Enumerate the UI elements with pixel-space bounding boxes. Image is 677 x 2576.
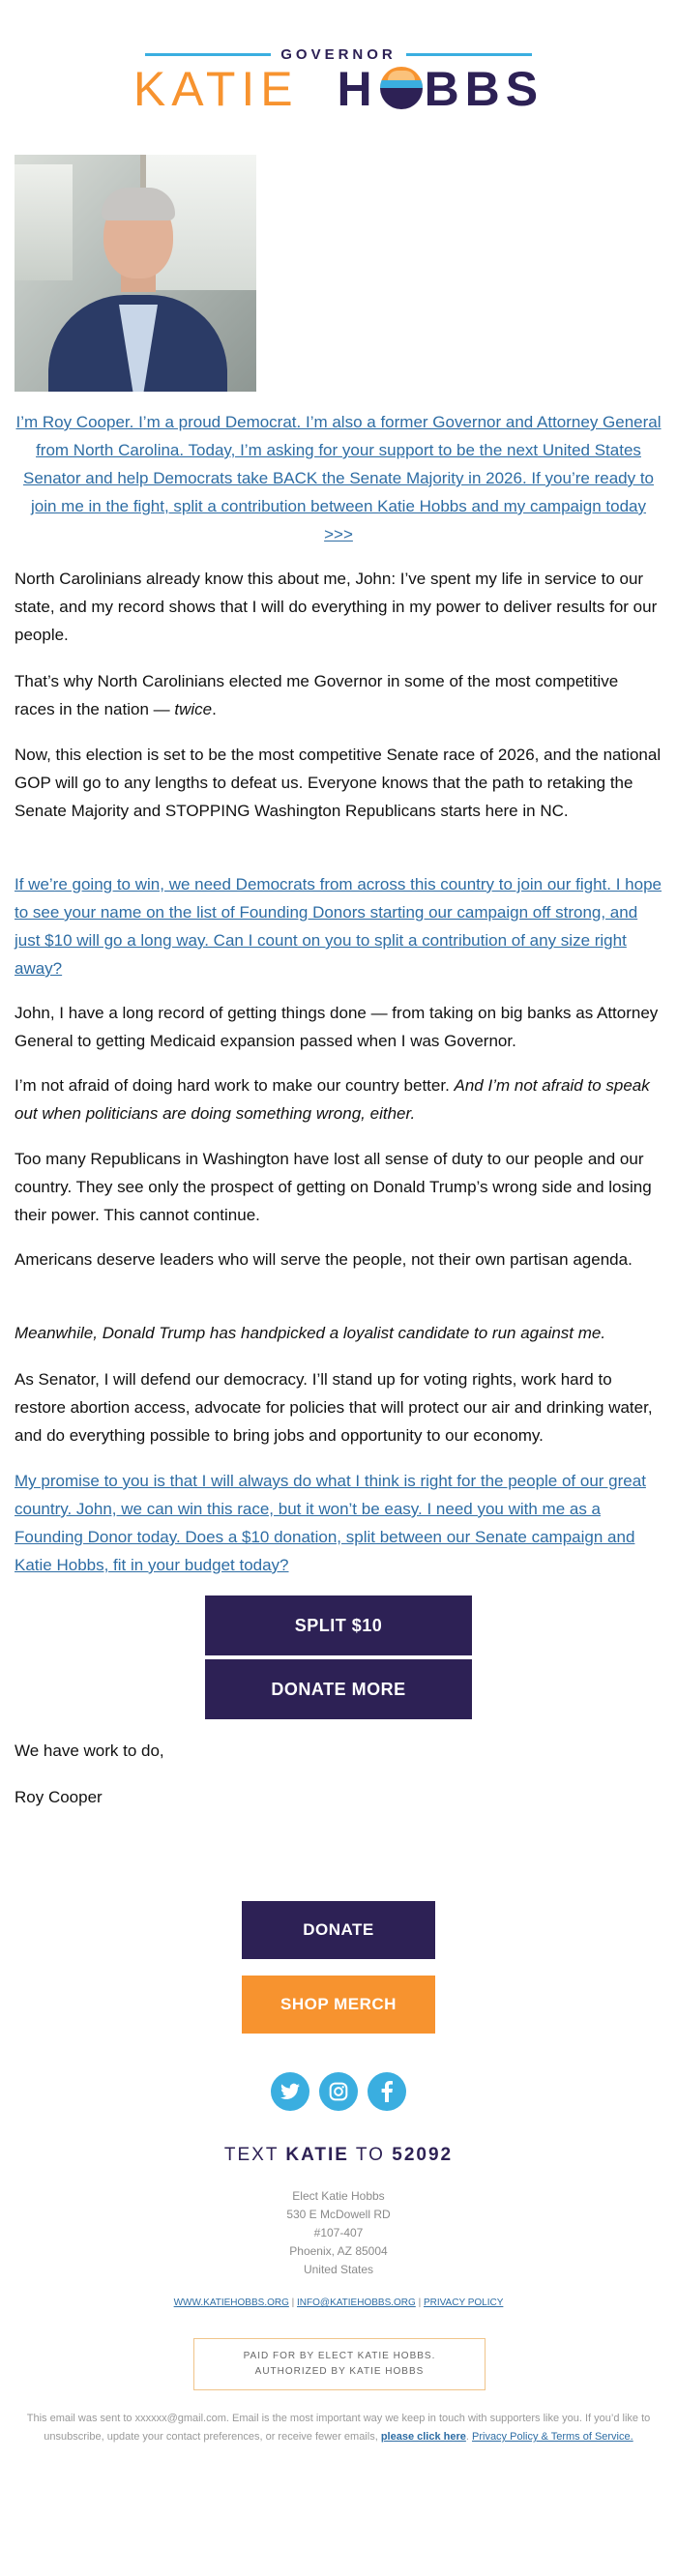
founding-donor-link[interactable]: My promise to you is that I will always do what I think is right for the people of our great country. John, we can win this race, but it won’t be easy. I need you with me as a Founding Donor today. Does a $10 donation, split between our Senate campaign and Katie Hobbs, fit in your budget today? (15, 1472, 646, 1574)
paragraph-8: Meanwhile, Donald Trump has handpicked a loyalist candidate to run against me. (15, 1324, 606, 1342)
sunset-icon (380, 67, 423, 109)
mailing-address: Elect Katie Hobbs 530 E McDowell RD #107-407 Phoenix, AZ 85004 United States (286, 2189, 391, 2276)
logo-governor-text: GOVERNOR (280, 45, 397, 63)
paragraph-9: As Senator, I will defend our democracy. I’ll stand up for voting rights, work hard to restore abortion access, advocate for policies that will protect our air and drinking water, and do everything possible to bring jobs and opportunity to our economy. (15, 1370, 653, 1445)
paragraph-5: I’m not afraid of doing hard work to make our country better. And I’m not afraid to speak out when politicians are doing something wrong, either. (15, 1076, 650, 1123)
facebook-icon[interactable] (368, 2072, 406, 2111)
privacy-policy-link[interactable]: PRIVACY POLICY (423, 2298, 504, 2308)
donate-more-button[interactable]: DONATE MORE (205, 1659, 472, 1719)
twitter-icon[interactable] (271, 2072, 309, 2111)
signature: Roy Cooper (15, 1788, 103, 1806)
privacy-terms-link[interactable]: Privacy Policy & Terms of Service. (472, 2431, 633, 2443)
closing-line: We have work to do, (15, 1742, 164, 1760)
twitter-bird-icon (280, 2083, 300, 2100)
unsubscribe-link[interactable]: please click here (380, 2431, 466, 2443)
logo-governor-row (145, 44, 532, 64)
split-10-button[interactable]: SPLIT $10 (205, 1595, 472, 1655)
logo-line-right (406, 53, 532, 56)
logo-last-name: H BBS (337, 62, 545, 116)
instagram-icon[interactable] (319, 2072, 358, 2111)
logo-name (0, 62, 677, 116)
intro-paragraph (15, 408, 662, 548)
instagram-camera-icon (329, 2082, 348, 2101)
donate-button[interactable]: DONATE (242, 1901, 435, 1959)
paragraph-6: Too many Republicans in Washington have lost all sense of duty to our people and our country. They see only the prospect of getting on Donald Trump’s wrong side and losing their power. This cannot continue. (15, 1150, 652, 1224)
social-links (0, 2072, 677, 2111)
facebook-f-icon (381, 2081, 393, 2102)
intro-link[interactable]: I’m Roy Cooper. I’m a proud Democrat. I’m also a former Governor and Attorney General from North Carolina. Today, I’m asking for your support to be the next United States Senator and help Democrats take BACK the Senate Majority in 2026. If you’re ready to join me in the fight, split a contribution between Katie Hobbs and my campaign today >>> (15, 413, 662, 543)
email-link[interactable]: INFO@KATIEHOBBS.ORG (297, 2298, 416, 2308)
website-link[interactable]: WWW.KATIEHOBBS.ORG (173, 2298, 289, 2308)
contribution-link[interactable]: If we’re going to win, we need Democrats from across this country to join our fight. I hope to see your name on the list of Founding Donors starting our campaign off strong, and just $10 will go a long way. Can I count on you to split a contribution of any size right away? (15, 875, 662, 978)
paragraph-1: North Carolinians already know this about me, John: I’ve spent my life in service to our state, and my record shows that I will do everything in my power to deliver results for our people. (15, 570, 658, 644)
katie-hobbs-logo[interactable] (0, 39, 677, 116)
logo-first-name: KATIE (132, 62, 299, 116)
text-to-shortcode: TEXT KATIE TO 52092 (223, 2145, 454, 2165)
paragraph-7: Americans deserve leaders who will serve the people, not their own partisan agenda. (15, 1250, 633, 1269)
logo-line-left (145, 53, 271, 56)
paragraph-2: That’s why North Carolinians elected me Governor in some of the most competitive races in the nation — twice. (15, 672, 619, 718)
paragraph-link-3 (15, 1467, 662, 1579)
paragraph-link-2 (15, 870, 662, 982)
paid-for-disclaimer: PAID FOR BY ELECT KATIE HOBBS. AUTHORIZED BY KATIE HOBBS (193, 2338, 486, 2390)
roy-cooper-photo (15, 155, 256, 392)
footer-links: WWW.KATIEHOBBS.ORG | INFO@KATIEHOBBS.ORG | PRIVACY POLICY (173, 2298, 504, 2308)
shop-merch-button[interactable]: SHOP MERCH (242, 1976, 435, 2034)
unsubscribe-disclaimer: This email was sent to xxxxxx@gmail.com. Email is the most important way we keep in touch with supporters like you. If you’d like to unsubscribe, update your contact preferences, or receive fewer emails, please click here. Privacy Policy & Terms of Service. (26, 2413, 651, 2443)
paragraph-4: John, I have a long record of getting things done — from taking on big banks as Attorney General to getting Medicaid expansion passed when I was Governor. (15, 1004, 659, 1050)
paragraph-3: Now, this election is set to be the most competitive Senate race of 2026, and the national GOP will go to any lengths to defeat us. Everyone knows that the path to retaking the Senate Majority and STOPPING Washington Republicans starts here in NC. (15, 746, 662, 820)
